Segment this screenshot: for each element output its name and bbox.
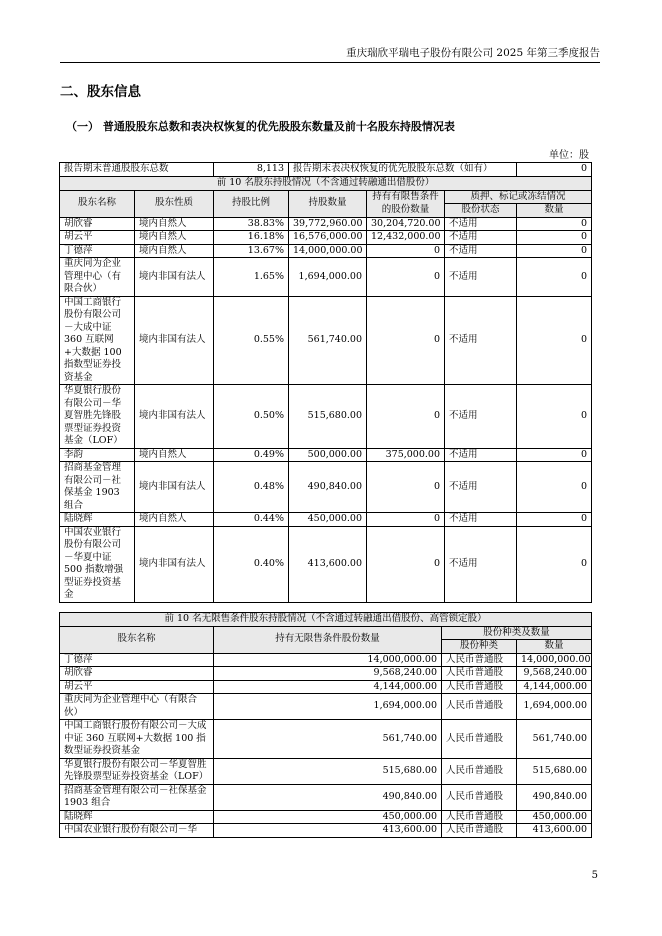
holding-ratio: 0.44% — [214, 513, 289, 527]
table-row — [60, 720, 592, 759]
table-row — [60, 824, 592, 838]
top10-shareholders-table — [59, 162, 592, 603]
unrestricted-shares: 4,144,000.00 — [214, 680, 442, 694]
pledge-quantity: 0 — [517, 296, 592, 385]
share-type: 人民币普通股 — [442, 824, 517, 838]
table-row — [60, 448, 592, 462]
pledge-status: 不适用 — [445, 526, 517, 602]
pledge-quantity: 0 — [517, 258, 592, 297]
top10-section-label: 前 10 名股东持股情况（不含通过转融通出借股份） — [60, 177, 592, 191]
header-divider — [60, 62, 600, 63]
holding-ratio: 0.50% — [214, 385, 289, 449]
shareholder-name: 陆晓辉 — [60, 513, 135, 527]
pledge-status: 不适用 — [445, 296, 517, 385]
holding-shares: 561,740.00 — [289, 296, 367, 385]
unrestricted-shares: 9,568,240.00 — [214, 667, 442, 681]
header-pledge-qty: 数量 — [517, 204, 592, 218]
unrestricted-shares: 490,840.00 — [214, 784, 442, 810]
header-ratio: 持股比例 — [214, 190, 289, 217]
share-type: 人民币普通股 — [442, 784, 517, 810]
table-row — [60, 680, 592, 694]
shareholder-name: 胡云平 — [60, 680, 214, 694]
pledge-status: 不适用 — [445, 385, 517, 449]
pledge-status: 不适用 — [445, 513, 517, 527]
pledge-status: 不适用 — [445, 258, 517, 297]
table-row — [60, 385, 592, 449]
pledge-status: 不适用 — [445, 231, 517, 245]
preferred-holders-label: 报告期末表决权恢复的优先股股东总数（如有） — [289, 163, 517, 177]
table-row — [60, 810, 592, 824]
table-row — [60, 258, 592, 297]
report-header-title: 重庆瑞欣平瑞电子股份有限公司 2025 年第三季度报告 — [346, 47, 600, 59]
pledge-status: 不适用 — [445, 217, 517, 231]
page-number: 5 — [591, 870, 598, 881]
share-type: 人民币普通股 — [442, 667, 517, 681]
share-quantity: 515,680.00 — [517, 758, 592, 784]
shareholder-nature: 境内非国有法人 — [135, 385, 214, 449]
header-nature: 股东性质 — [135, 190, 214, 217]
common-holders-label: 报告期末普通股股东总数 — [60, 163, 214, 177]
table-row — [60, 667, 592, 681]
holding-shares: 413,600.00 — [289, 526, 367, 602]
holding-ratio: 0.49% — [214, 448, 289, 462]
table-row — [60, 653, 592, 667]
common-holders-value: 8,113 — [214, 163, 289, 177]
pledge-quantity: 0 — [517, 231, 592, 245]
header-pledge-status: 股份状态 — [445, 204, 517, 218]
pledge-status: 不适用 — [445, 244, 517, 258]
shareholder-name: 胡欣睿 — [60, 667, 214, 681]
u-header-shares: 持有无限售条件股份数量 — [214, 626, 442, 653]
table-row — [60, 462, 592, 513]
pledge-status: 不适用 — [445, 462, 517, 513]
pledge-quantity: 0 — [517, 462, 592, 513]
share-type: 人民币普通股 — [442, 680, 517, 694]
subsection-title: （一） 普通股股东总数和表决权恢复的优先股股东数量及前十名股东持股情况表 — [66, 120, 455, 133]
shareholder-name: 重庆同为企业管理中心（有限合伙） — [60, 258, 135, 297]
shareholder-nature: 境内自然人 — [135, 513, 214, 527]
section-title: 二、股东信息 — [60, 84, 141, 100]
share-quantity: 4,144,000.00 — [517, 680, 592, 694]
shareholder-name: 华夏银行股份有限公司－华夏智胜先锋股票型证券投资基金（LOF） — [60, 758, 214, 784]
share-type: 人民币普通股 — [442, 720, 517, 759]
share-quantity: 14,000,000.00 — [517, 653, 592, 667]
holding-ratio: 1.65% — [214, 258, 289, 297]
shareholder-nature: 境内自然人 — [135, 448, 214, 462]
header-restricted: 持有有限售条件的股份数量 — [367, 190, 445, 217]
holding-ratio: 0.55% — [214, 296, 289, 385]
shareholder-name: 招商基金管理有限公司－社保基金 1903 组合 — [60, 462, 135, 513]
holding-shares: 39,772,960.00 — [289, 217, 367, 231]
restricted-shares: 0 — [367, 244, 445, 258]
shareholder-name: 丁德萍 — [60, 244, 135, 258]
shareholder-name: 中国农业银行股份有限公司－华 — [60, 824, 214, 838]
shareholder-nature: 境内自然人 — [135, 231, 214, 245]
pledge-quantity: 0 — [517, 513, 592, 527]
shareholder-name: 中国工商银行股份有限公司－大成中证 360 互联网+大数据 100 指数型证券投资基金 — [60, 720, 214, 759]
holding-shares: 515,680.00 — [289, 385, 367, 449]
unrestricted-shares: 515,680.00 — [214, 758, 442, 784]
pledge-quantity: 0 — [517, 526, 592, 602]
restricted-shares: 0 — [367, 513, 445, 527]
restricted-shares: 0 — [367, 526, 445, 602]
u-header-type-group: 股份种类及数量 — [442, 626, 592, 640]
holding-shares: 1,694,000.00 — [289, 258, 367, 297]
unrestricted-shares: 14,000,000.00 — [214, 653, 442, 667]
table-row — [60, 694, 592, 720]
table-row — [60, 217, 592, 231]
holding-shares: 500,000.00 — [289, 448, 367, 462]
share-quantity: 9,568,240.00 — [517, 667, 592, 681]
table-row — [60, 231, 592, 245]
shareholder-name: 中国农业银行股份有限公司－华夏中证 500 指数增强型证券投资基金 — [60, 526, 135, 602]
shareholder-name: 丁德萍 — [60, 653, 214, 667]
shareholder-name: 胡欣睿 — [60, 217, 135, 231]
unrestricted-section-label: 前 10 名无限售条件股东持股情况（不含通过转融通出借股份、高管锁定股） — [60, 613, 592, 627]
shareholder-nature: 境内非国有法人 — [135, 526, 214, 602]
pledge-quantity: 0 — [517, 448, 592, 462]
pledge-status: 不适用 — [445, 448, 517, 462]
header-shares: 持股数量 — [289, 190, 367, 217]
shareholder-nature: 境内非国有法人 — [135, 296, 214, 385]
pledge-quantity: 0 — [517, 385, 592, 449]
restricted-shares: 0 — [367, 462, 445, 513]
share-quantity: 561,740.00 — [517, 720, 592, 759]
shareholder-name: 华夏银行股份有限公司－华夏智胜先锋股票型证券投资基金（LOF） — [60, 385, 135, 449]
shareholder-nature: 境内非国有法人 — [135, 258, 214, 297]
restricted-shares: 12,432,000.00 — [367, 231, 445, 245]
table-row — [60, 784, 592, 810]
restricted-shares: 0 — [367, 296, 445, 385]
unrestricted-shareholders-table — [59, 612, 592, 838]
share-quantity: 490,840.00 — [517, 784, 592, 810]
unrestricted-shares: 1,694,000.00 — [214, 694, 442, 720]
holding-ratio: 16.18% — [214, 231, 289, 245]
holding-ratio: 0.48% — [214, 462, 289, 513]
header-name: 股东名称 — [60, 190, 135, 217]
header-pledge-group: 质押、标记或冻结情况 — [445, 190, 592, 204]
table-row — [60, 526, 592, 602]
shareholder-name: 陆晓辉 — [60, 810, 214, 824]
shareholder-nature: 境内非国有法人 — [135, 462, 214, 513]
unit-label: 单位：股 — [549, 150, 589, 161]
u-header-name: 股东名称 — [60, 626, 214, 653]
pledge-quantity: 0 — [517, 217, 592, 231]
shareholder-name: 中国工商银行股份有限公司－大成中证 360 互联网+大数据 100 指数型证券投资基金 — [60, 296, 135, 385]
share-quantity: 450,000.00 — [517, 810, 592, 824]
pledge-quantity: 0 — [517, 244, 592, 258]
holding-ratio: 0.40% — [214, 526, 289, 602]
share-type: 人民币普通股 — [442, 653, 517, 667]
share-type: 人民币普通股 — [442, 694, 517, 720]
preferred-holders-value: 0 — [517, 163, 592, 177]
restricted-shares: 0 — [367, 385, 445, 449]
holding-shares: 16,576,000.00 — [289, 231, 367, 245]
u-header-type: 股份种类 — [442, 640, 517, 654]
share-type: 人民币普通股 — [442, 810, 517, 824]
unrestricted-shares: 413,600.00 — [214, 824, 442, 838]
shareholder-name: 李韵 — [60, 448, 135, 462]
share-type: 人民币普通股 — [442, 758, 517, 784]
share-quantity: 1,694,000.00 — [517, 694, 592, 720]
unrestricted-shares: 561,740.00 — [214, 720, 442, 759]
table-row — [60, 758, 592, 784]
u-header-qty: 数量 — [517, 640, 592, 654]
table-row — [60, 513, 592, 527]
holding-shares: 14,000,000.00 — [289, 244, 367, 258]
holding-ratio: 38.83% — [214, 217, 289, 231]
table-row — [60, 296, 592, 385]
restricted-shares: 375,000.00 — [367, 448, 445, 462]
shareholder-nature: 境内自然人 — [135, 244, 214, 258]
shareholder-nature: 境内自然人 — [135, 217, 214, 231]
holding-ratio: 13.67% — [214, 244, 289, 258]
holding-shares: 450,000.00 — [289, 513, 367, 527]
restricted-shares: 0 — [367, 258, 445, 297]
unrestricted-shares: 450,000.00 — [214, 810, 442, 824]
table-row — [60, 244, 592, 258]
shareholder-name: 招商基金管理有限公司－社保基金 1903 组合 — [60, 784, 214, 810]
restricted-shares: 30,204,720.00 — [367, 217, 445, 231]
holding-shares: 490,840.00 — [289, 462, 367, 513]
shareholder-name: 重庆同为企业管理中心（有限合伙） — [60, 694, 214, 720]
shareholder-name: 胡云平 — [60, 231, 135, 245]
share-quantity: 413,600.00 — [517, 824, 592, 838]
